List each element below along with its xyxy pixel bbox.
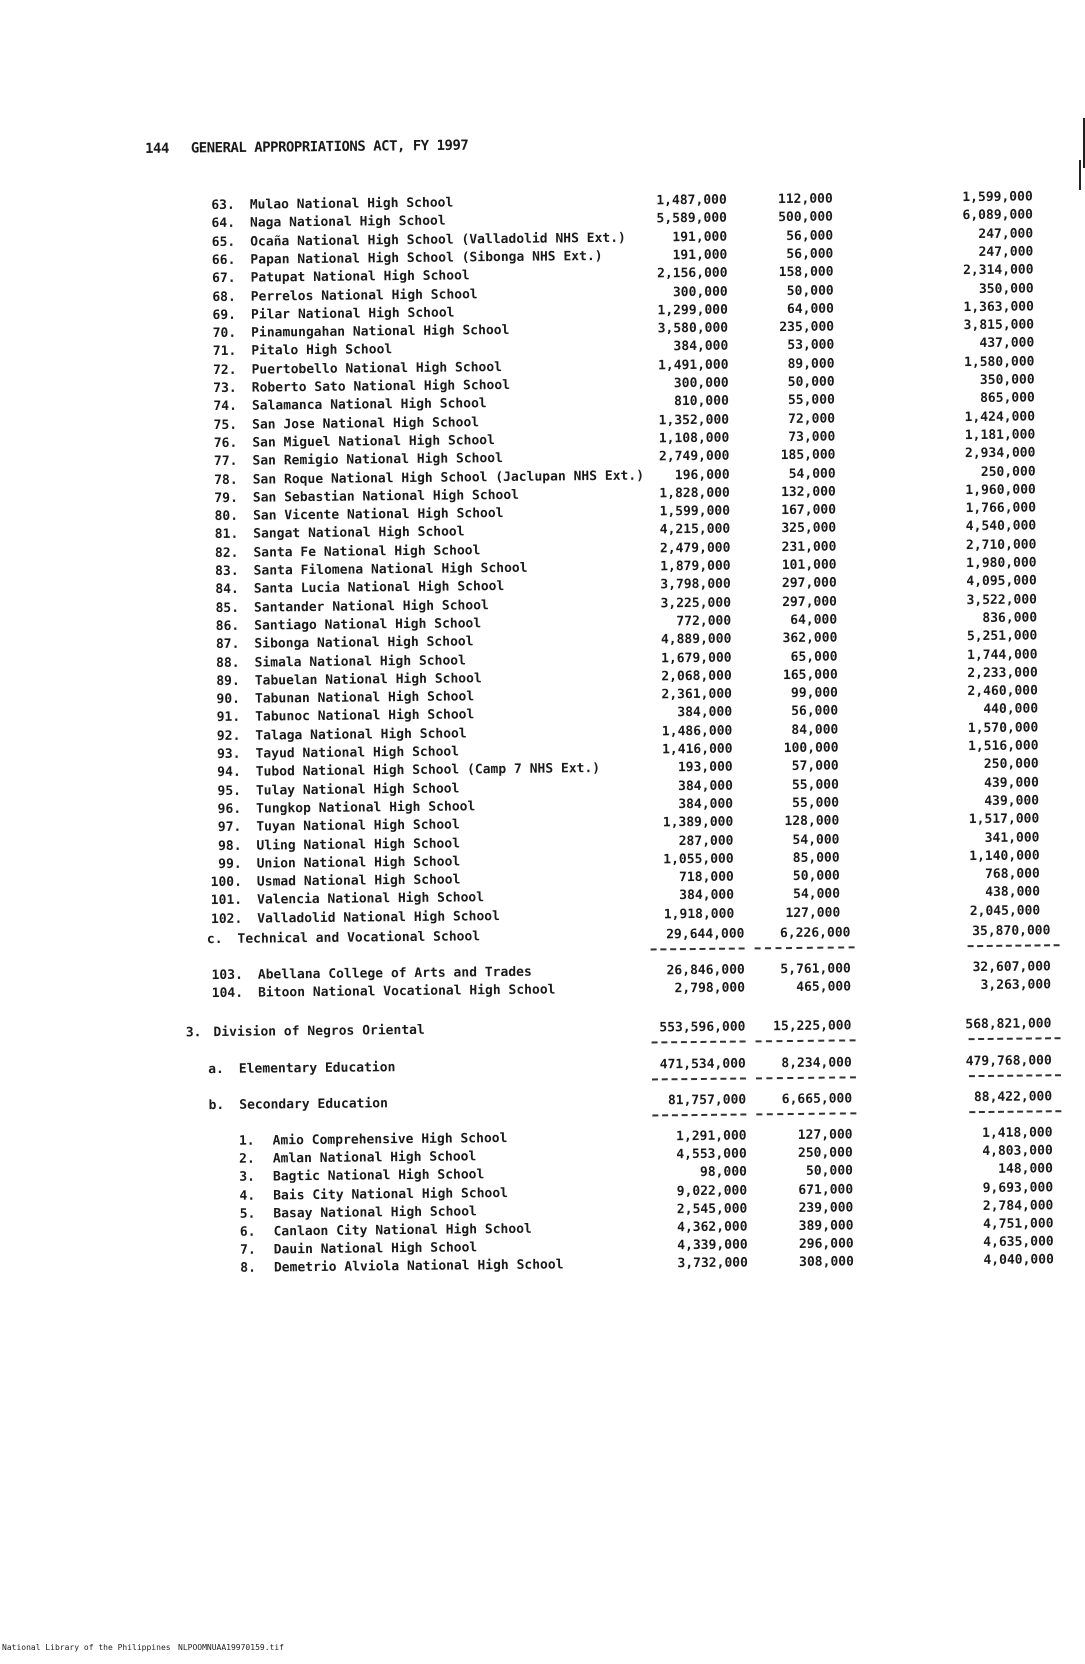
row-number: 1. <box>238 1133 255 1149</box>
amount-col-3: 1,424,000 <box>964 409 1036 425</box>
row-number: 72. <box>212 362 237 378</box>
row-number: b. <box>208 1097 225 1114</box>
dashed-rule <box>756 1112 856 1115</box>
row-number: 94. <box>217 765 241 781</box>
amount-col-3: 247,000 <box>978 226 1034 242</box>
row-number: 71. <box>212 344 237 360</box>
row-number: 80. <box>214 508 239 525</box>
amount-col-3: 350,000 <box>979 372 1035 389</box>
row-label: Elementary Education <box>238 1060 396 1077</box>
row-label: Papan National High School (Sibonga NHS Ext.) <box>250 248 603 268</box>
dashed-rule <box>755 946 855 949</box>
amount-col-2: 297,000 <box>781 575 837 592</box>
amount-col-1: 300,000 <box>673 375 729 392</box>
amount-col-2: 235,000 <box>779 319 835 336</box>
row-label: Sibonga National High School <box>254 634 474 652</box>
row-number: 99. <box>218 856 242 872</box>
amount-col-2: 389,000 <box>798 1218 854 1234</box>
amount-col-2: 5,761,000 <box>780 961 851 978</box>
row-label: Secondary Education <box>239 1096 389 1113</box>
row-number: 66. <box>211 252 236 268</box>
amount-col-2: 56,000 <box>786 246 834 262</box>
amount-col-2: 84,000 <box>791 722 839 738</box>
row-label: Tabunoc National High School <box>255 707 475 726</box>
amount-col-3: 2,710,000 <box>965 537 1037 553</box>
amount-col-1: 553,596,000 <box>659 1019 746 1036</box>
amount-col-2: 6,665,000 <box>781 1091 853 1108</box>
amount-col-2: 362,000 <box>782 630 838 647</box>
row-label: Santa Filomena National High School <box>253 560 528 579</box>
amount-col-1: 1,291,000 <box>676 1128 747 1145</box>
amount-col-3: 4,540,000 <box>965 518 1037 535</box>
amount-col-3: 568,821,000 <box>965 1016 1052 1033</box>
amount-col-3: 3,522,000 <box>966 592 1038 608</box>
amount-col-1: 98,000 <box>699 1164 748 1181</box>
amount-col-3: 2,934,000 <box>964 445 1036 462</box>
row-label: Mulao National High School <box>249 195 454 213</box>
amount-col-2: 15,225,000 <box>773 1018 852 1035</box>
row-number: 65. <box>211 234 236 250</box>
amount-col-1: 384,000 <box>677 705 733 721</box>
amount-col-1: 3,732,000 <box>677 1255 748 1272</box>
row-label: Demetrio Alviola National High School <box>273 1257 564 1276</box>
amount-col-3: 250,000 <box>980 463 1036 480</box>
amount-col-3: 4,635,000 <box>983 1234 1054 1251</box>
amount-col-2: 112,000 <box>777 191 833 208</box>
row-label: San Vicente National High School <box>252 506 504 524</box>
amount-col-1: 9,022,000 <box>676 1183 748 1199</box>
amount-col-1: 471,534,000 <box>659 1056 746 1073</box>
amount-col-2: 132,000 <box>780 484 836 500</box>
amount-col-2: 64,000 <box>786 301 834 317</box>
amount-col-3: 4,751,000 <box>982 1216 1054 1233</box>
row-number: 77. <box>213 453 238 470</box>
amount-col-3: 768,000 <box>984 866 1040 883</box>
row-number: 64. <box>211 216 236 232</box>
amount-col-3: 1,744,000 <box>967 646 1038 663</box>
amount-col-3: 1,517,000 <box>968 811 1040 828</box>
row-label: Ocaña National High School (Valladolid NHS Ext.) <box>250 230 626 250</box>
amount-col-1: 2,545,000 <box>676 1201 748 1218</box>
amount-col-3: 440,000 <box>983 701 1039 718</box>
amount-col-3: 4,803,000 <box>982 1143 1053 1160</box>
amount-col-2: 127,000 <box>785 905 841 921</box>
amount-col-2: 100,000 <box>783 740 839 757</box>
row-number: 95. <box>217 783 242 799</box>
amount-col-3: 1,580,000 <box>963 354 1035 370</box>
dashed-rule <box>969 1110 1061 1113</box>
amount-col-3: 1,960,000 <box>965 482 1036 498</box>
amount-col-2: 165,000 <box>782 667 838 683</box>
amount-col-3: 4,095,000 <box>966 573 1037 590</box>
row-label: Dauin National High School <box>273 1240 478 1258</box>
amount-col-1: 4,889,000 <box>660 631 732 648</box>
amount-col-2: 85,000 <box>792 850 840 866</box>
row-label: Talaga National High School <box>255 726 467 744</box>
amount-col-1: 1,352,000 <box>658 412 730 428</box>
amount-col-3: 6,089,000 <box>962 207 1034 224</box>
amount-col-3: 437,000 <box>979 335 1035 352</box>
amount-col-1: 2,361,000 <box>661 686 733 703</box>
row-label: Perrelos National High School <box>250 286 478 305</box>
row-label: Tungkop National High School <box>256 799 476 817</box>
row-label: Santander National High School <box>253 597 489 616</box>
amount-col-3: 3,263,000 <box>980 977 1052 994</box>
row-label: Simala National High School <box>254 652 466 671</box>
amount-col-3: 3,815,000 <box>963 317 1035 334</box>
amount-col-1: 3,798,000 <box>660 576 731 593</box>
amount-col-1: 191,000 <box>672 247 728 264</box>
row-label: San Sebastian National High School <box>252 487 520 506</box>
amount-col-2: 54,000 <box>792 832 840 848</box>
row-number: 89. <box>216 673 240 689</box>
row-number: 83. <box>215 563 239 580</box>
amount-col-1: 1,879,000 <box>660 558 731 575</box>
amount-col-1: 1,491,000 <box>657 357 729 374</box>
amount-col-1: 5,589,000 <box>656 210 728 227</box>
amount-col-2: 231,000 <box>781 539 837 555</box>
amount-col-2: 54,000 <box>788 466 836 482</box>
scan-edge-mark <box>1079 160 1081 190</box>
amount-col-3: 865,000 <box>979 390 1035 407</box>
row-number: 102. <box>210 911 243 927</box>
subtotal-row <box>4 1089 1085 1119</box>
amount-col-1: 1,486,000 <box>661 723 733 740</box>
row-label: Salamanca National High School <box>251 396 487 414</box>
amount-col-3: 1,140,000 <box>969 848 1040 864</box>
amount-col-3: 1,570,000 <box>967 720 1039 736</box>
amount-col-3: 9,693,000 <box>982 1179 1054 1196</box>
amount-col-3: 1,980,000 <box>966 555 1037 572</box>
amount-col-1: 193,000 <box>677 759 733 776</box>
amount-col-1: 772,000 <box>676 613 732 630</box>
row-label: Tabuelan National High School <box>254 671 482 689</box>
row-number: 98. <box>217 838 242 854</box>
amount-col-3: 88,422,000 <box>973 1089 1053 1106</box>
row-number: 4. <box>239 1188 256 1204</box>
amount-col-1: 1,299,000 <box>657 302 729 319</box>
amount-col-2: 500,000 <box>778 209 834 226</box>
footer-file: NLPOOMNUAA19970159.tif <box>178 1643 284 1652</box>
row-label: San Roque National High School (Jaclupan NHS Ext.) <box>252 468 645 488</box>
row-number: 69. <box>212 307 237 323</box>
amount-col-1: 384,000 <box>678 778 733 794</box>
amount-col-1: 1,389,000 <box>662 814 734 831</box>
amount-col-3: 1,418,000 <box>982 1125 1053 1142</box>
amount-col-2: 53,000 <box>787 337 835 354</box>
row-label: San Remigio National High School <box>252 451 503 469</box>
amount-col-3: 2,784,000 <box>982 1198 1054 1214</box>
row-label: Basay National High School <box>273 1204 477 1222</box>
row-label: Valladolid National High School <box>257 908 500 927</box>
amount-col-3: 35,870,000 <box>972 923 1051 940</box>
amount-col-2: 185,000 <box>780 447 836 464</box>
amount-col-1: 1,416,000 <box>661 741 733 758</box>
amount-col-1: 384,000 <box>679 887 735 904</box>
amount-col-1: 384,000 <box>673 339 729 355</box>
dashed-rule <box>756 1039 856 1042</box>
amount-col-2: 55,000 <box>791 777 839 793</box>
row-label: Santa Lucia National High School <box>253 579 505 597</box>
row-label: Sangat National High School <box>253 524 465 543</box>
row-label: Canlaon City National High School <box>273 1221 532 1240</box>
row-number: 100. <box>210 874 242 891</box>
row-label: Puertobello National High School <box>251 359 503 378</box>
row-label: Bagtic National High School <box>272 1167 485 1185</box>
row-number: 74. <box>213 399 237 415</box>
row-number: 6. <box>239 1224 256 1240</box>
row-number: 8. <box>240 1261 257 1277</box>
row-number: 73. <box>213 380 237 397</box>
row-number: 68. <box>212 289 236 305</box>
row-label: Tubod National High School (Camp 7 NHS Ext.) <box>255 761 601 780</box>
amount-col-2: 50,000 <box>787 374 835 391</box>
amount-col-1: 1,055,000 <box>663 851 734 868</box>
row-label: Santa Fe National High School <box>253 542 481 561</box>
row-number: 92. <box>216 728 241 744</box>
amount-col-2: 55,000 <box>787 392 835 409</box>
row-label: Usmad National High School <box>256 872 461 890</box>
amount-col-2: 55,000 <box>792 795 840 811</box>
row-number: 91. <box>216 710 241 726</box>
amount-col-2: 308,000 <box>799 1254 854 1271</box>
row-number: 96. <box>217 801 242 817</box>
amount-col-2: 296,000 <box>798 1236 854 1253</box>
amount-col-3: 836,000 <box>982 610 1038 626</box>
amount-col-1: 1,599,000 <box>659 503 731 520</box>
amount-col-2: 671,000 <box>798 1181 854 1198</box>
amount-col-2: 8,234,000 <box>781 1055 852 1072</box>
amount-col-3: 5,251,000 <box>966 628 1038 645</box>
amount-col-2: 297,000 <box>782 594 838 610</box>
row-number: 2. <box>239 1151 255 1167</box>
amount-col-1: 191,000 <box>672 229 728 245</box>
row-number: 104. <box>211 985 244 1002</box>
amount-col-2: 6,226,000 <box>779 925 851 942</box>
row-label: Santiago National High School <box>254 616 482 634</box>
amount-col-2: 128,000 <box>784 813 840 830</box>
amount-col-3: 438,000 <box>985 884 1041 901</box>
amount-col-2: 465,000 <box>796 979 852 996</box>
row-label: Patupat National High School <box>250 268 470 286</box>
row-number: 3. <box>239 1170 256 1186</box>
row-label: Pitalo High School <box>251 342 393 360</box>
row-number: 78. <box>214 472 238 488</box>
amount-col-3: 1,363,000 <box>963 299 1034 315</box>
amount-col-2: 239,000 <box>798 1200 854 1216</box>
row-number: 85. <box>215 600 240 616</box>
dashed-rule <box>652 1077 746 1080</box>
row-number: 86. <box>215 618 240 634</box>
row-label: San Jose National High School <box>252 414 480 433</box>
row-label: Bais City National High School <box>273 1185 509 1204</box>
amount-col-2: 158,000 <box>778 264 834 281</box>
row-label: San Miguel National High School <box>252 432 495 451</box>
dashed-rule <box>968 944 1060 947</box>
amount-col-1: 1,828,000 <box>659 485 730 502</box>
row-number: 84. <box>215 582 239 598</box>
amount-col-1: 29,644,000 <box>666 926 745 943</box>
subtotal-row <box>4 1053 1085 1083</box>
row-label: Division of Negros Oriental <box>213 1022 425 1041</box>
amount-col-1: 1,487,000 <box>656 192 727 209</box>
amount-col-2: 56,000 <box>786 228 834 244</box>
row-label: Valencia National High School <box>257 890 485 908</box>
amount-col-2: 325,000 <box>781 520 837 537</box>
dashed-rule <box>652 1113 746 1116</box>
amount-col-1: 2,479,000 <box>659 540 731 557</box>
amount-col-3: 4,040,000 <box>983 1252 1054 1269</box>
row-number: c. <box>206 931 223 948</box>
row-number: 63. <box>211 197 235 214</box>
amount-col-3: 250,000 <box>983 756 1039 773</box>
amount-col-1: 384,000 <box>678 796 734 813</box>
page-title: GENERAL APPROPRIATIONS ACT, FY 1997 <box>190 137 469 157</box>
amount-col-2: 250,000 <box>797 1145 853 1162</box>
amount-col-2: 57,000 <box>791 758 839 775</box>
row-number: 76. <box>213 435 238 451</box>
row-number: a. <box>208 1061 224 1078</box>
page-number: 144 <box>145 140 169 157</box>
amount-col-1: 3,580,000 <box>657 320 729 337</box>
row-label: Naga National High School <box>249 213 446 231</box>
amount-col-3: 479,768,000 <box>965 1053 1052 1070</box>
amount-col-3: 2,233,000 <box>967 665 1038 681</box>
row-label: Roberto Sato National High School <box>251 377 511 396</box>
amount-col-1: 1,108,000 <box>658 430 730 447</box>
amount-col-3: 1,599,000 <box>962 189 1033 206</box>
amount-col-2: 56,000 <box>791 703 839 720</box>
amount-col-1: 2,156,000 <box>657 265 728 282</box>
amount-col-1: 287,000 <box>678 833 734 849</box>
amount-col-3: 439,000 <box>984 775 1039 791</box>
amount-col-1: 718,000 <box>678 869 734 886</box>
row-label: Pilar National High School <box>250 305 455 323</box>
row-label: Technical and Vocational School <box>237 929 481 947</box>
dashed-rule <box>969 1037 1061 1040</box>
amount-col-3: 341,000 <box>984 829 1040 846</box>
amount-col-1: 4,215,000 <box>659 522 731 538</box>
row-number: 97. <box>217 819 242 836</box>
row-number: 90. <box>216 691 241 708</box>
row-number: 7. <box>240 1242 256 1258</box>
amount-col-3: 2,314,000 <box>962 262 1034 279</box>
row-label: Tuyan National High School <box>256 817 460 835</box>
amount-col-1: 300,000 <box>672 284 728 300</box>
row-label: Abellana College of Arts and Trades <box>257 964 532 983</box>
amount-col-3: 2,045,000 <box>969 903 1041 919</box>
amount-col-2: 101,000 <box>781 557 837 574</box>
row-number: 5. <box>239 1206 256 1222</box>
amount-col-1: 2,749,000 <box>658 448 730 465</box>
amount-col-3: 2,460,000 <box>967 683 1039 700</box>
amount-col-2: 54,000 <box>793 886 841 903</box>
amount-col-2: 127,000 <box>797 1127 853 1143</box>
row-label: Amlan National High School <box>272 1149 477 1167</box>
amount-col-2: 99,000 <box>790 685 839 702</box>
amount-col-1: 3,225,000 <box>660 595 732 611</box>
amount-col-1: 4,553,000 <box>676 1146 747 1163</box>
row-label: Tulay National High School <box>255 781 460 799</box>
row-label: Union National High School <box>256 854 461 872</box>
dashed-rule <box>651 947 745 950</box>
row-number: 81. <box>214 527 239 543</box>
amount-col-2: 73,000 <box>788 429 836 445</box>
amount-col-1: 196,000 <box>674 467 730 483</box>
dashed-rule <box>969 1074 1061 1077</box>
amount-col-1: 26,846,000 <box>666 962 745 979</box>
amount-col-1: 810,000 <box>674 393 729 410</box>
row-number: 70. <box>212 325 237 342</box>
row-number: 88. <box>216 655 240 671</box>
row-number: 103. <box>211 967 243 984</box>
amount-col-3: 1,516,000 <box>967 738 1039 755</box>
amount-col-2: 167,000 <box>781 502 837 519</box>
row-number: 75. <box>213 417 238 433</box>
amount-col-2: 50,000 <box>786 283 834 299</box>
amount-col-1: 1,918,000 <box>663 906 735 923</box>
row-label: Uling National High School <box>256 835 461 854</box>
amount-col-3: 439,000 <box>984 793 1040 809</box>
row-label: Pinamungahan National High School <box>251 323 510 341</box>
amount-col-2: 50,000 <box>805 1163 854 1180</box>
amount-col-1: 2,798,000 <box>674 980 746 997</box>
amount-col-3: 32,607,000 <box>972 959 1051 976</box>
row-label: Amio Comprehensive High School <box>272 1130 508 1149</box>
amount-col-3: 1,766,000 <box>965 500 1037 517</box>
dashed-rule <box>756 1076 856 1079</box>
amount-col-1: 1,679,000 <box>661 650 732 666</box>
amount-col-2: 50,000 <box>792 868 840 885</box>
row-label: Bitoon National Vocational High School <box>257 982 556 1001</box>
row-number: 101. <box>210 893 243 909</box>
row-number: 3. <box>185 1025 202 1041</box>
row-number: 79. <box>214 490 238 506</box>
amount-col-2: 64,000 <box>790 612 838 628</box>
amount-col-3: 350,000 <box>978 280 1034 297</box>
row-number: 67. <box>212 270 236 287</box>
amount-col-3: 148,000 <box>998 1161 1054 1178</box>
amount-col-1: 2,068,000 <box>661 668 732 685</box>
row-number: 87. <box>215 636 240 653</box>
amount-col-1: 4,339,000 <box>677 1237 748 1254</box>
footer-library: National Library of the Philippines <box>2 1643 171 1652</box>
amount-col-1: 4,362,000 <box>676 1219 748 1236</box>
amount-col-2: 65,000 <box>790 649 838 665</box>
row-number: 93. <box>216 746 241 763</box>
amount-col-2: 72,000 <box>788 411 836 427</box>
row-label: Tayud National High School <box>255 744 460 762</box>
row-number: 82. <box>214 545 239 561</box>
amount-col-3: 1,181,000 <box>964 427 1036 444</box>
division-row <box>3 1016 1085 1046</box>
amount-col-1: 81,757,000 <box>667 1092 747 1109</box>
amount-col-2: 89,000 <box>787 356 835 372</box>
amount-col-3: 247,000 <box>978 244 1034 260</box>
row-label: Tabunan National High School <box>254 689 475 707</box>
dashed-rule <box>652 1040 746 1043</box>
